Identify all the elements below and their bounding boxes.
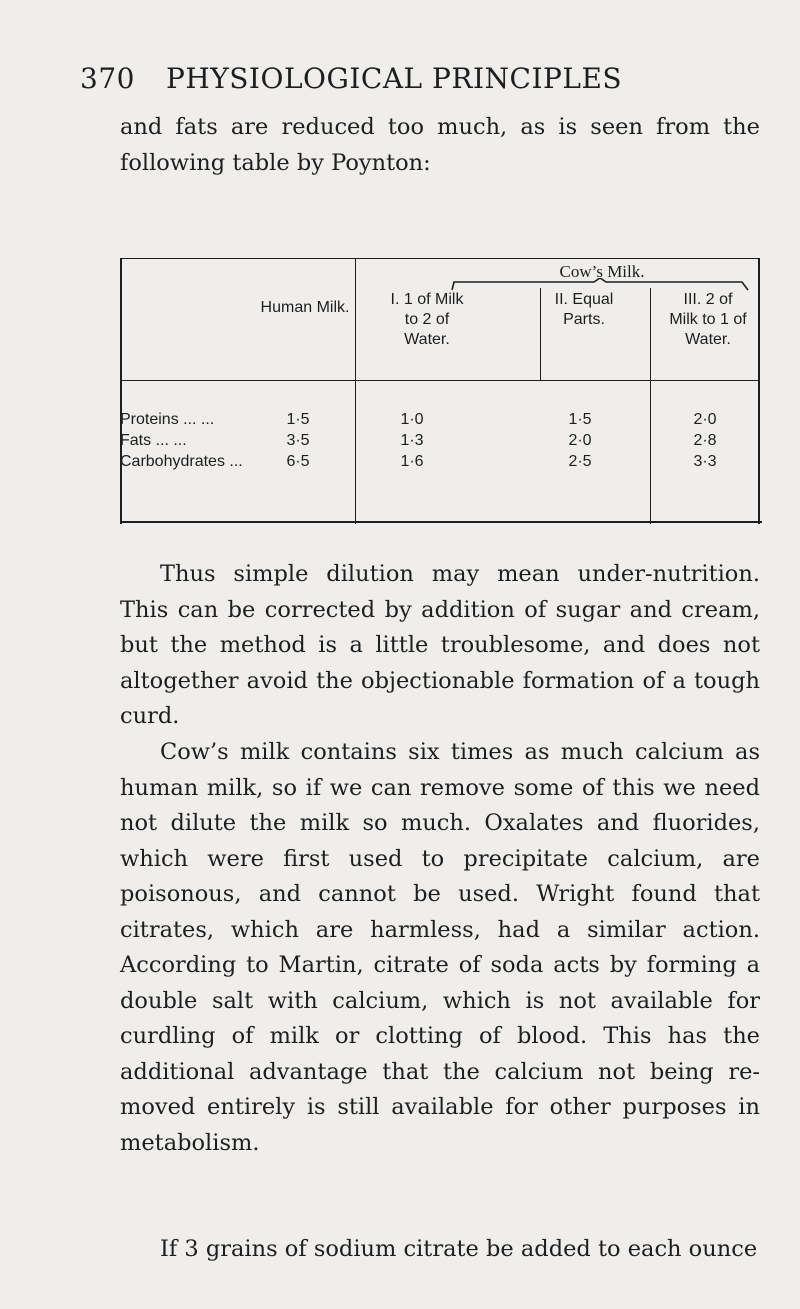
row-label-fats: Fats ... ... (120, 432, 187, 449)
cell-proteins-ii: 1·5 (568, 411, 592, 428)
cell-proteins-human: 1·5 (286, 411, 310, 428)
nutrient-table (120, 228, 760, 524)
cell-carbohydrates-iii: 3·3 (693, 453, 717, 470)
cell-carbohydrates-human: 6·5 (286, 453, 310, 470)
cell-proteins-i: 1·0 (400, 411, 424, 428)
row-label-carbohydrates: Carbohydrates ... (120, 453, 243, 470)
table-top-border (120, 258, 760, 259)
col-divider-3 (650, 288, 651, 524)
table-left-border (120, 258, 122, 524)
table-bottom-border (120, 521, 762, 523)
col-header-human-milk: Human Milk. (260, 299, 350, 316)
col-header-dilution-3: III. 2 of Milk to 1 of Water. (669, 291, 747, 348)
page-title: PHYSIOLOGICAL PRINCIPLES (166, 62, 623, 95)
page-number: 370 (80, 62, 135, 95)
cell-proteins-iii: 2·0 (693, 411, 717, 428)
paragraph-dilution: Thus simple dilution may mean under-nutrition. This can be corrected by addition of sugar and cream, but the method is a little troublesome, and does not altogether avoid the objectionable formation of a tough curd. (120, 561, 760, 729)
cell-carbohydrates-i: 1·6 (400, 453, 424, 470)
group-header-cows-milk: Cow’s Milk. (559, 262, 645, 281)
col-header-dilution-1: I. 1 of Milk to 2 of Water. (390, 291, 464, 348)
cell-fats-ii: 2·0 (568, 432, 592, 449)
cell-fats-iii: 2·8 (693, 432, 717, 449)
cell-fats-i: 1·3 (400, 432, 424, 449)
paragraph-citrate: If 3 grains of sodium citrate be added to each ounce (160, 1236, 758, 1262)
header-rule (120, 380, 760, 381)
col-divider-1 (355, 258, 356, 524)
col-header-dilution-2: II. Equal Parts. (554, 291, 614, 328)
row-label-proteins: Proteins ... ... (120, 411, 215, 428)
paragraph-calcium: Cow’s milk contains six times as much calcium as human milk, so if we can remove some of this we need not dilute the milk so much. Oxalates and fluorides, which were first used to precipitate calcium, are poisonous, and cannot be used. Wright found that citrates, which are harmless, had a similar action. According to Martin, citrate of soda acts by forming a double salt with calcium, which is not available for curdling of milk or clotting of blood. This has the additional advantage that the calcium not being removed entirely is still available for other purposes in metabolism. (120, 739, 760, 1156)
table-right-border (758, 258, 760, 524)
intro-paragraph: and fats are reduced too much, as is seen from the following table by Poynton: (120, 114, 760, 176)
cell-carbohydrates-ii: 2·5 (568, 453, 592, 470)
cell-fats-human: 3·5 (286, 432, 310, 449)
col-divider-2 (540, 288, 541, 380)
